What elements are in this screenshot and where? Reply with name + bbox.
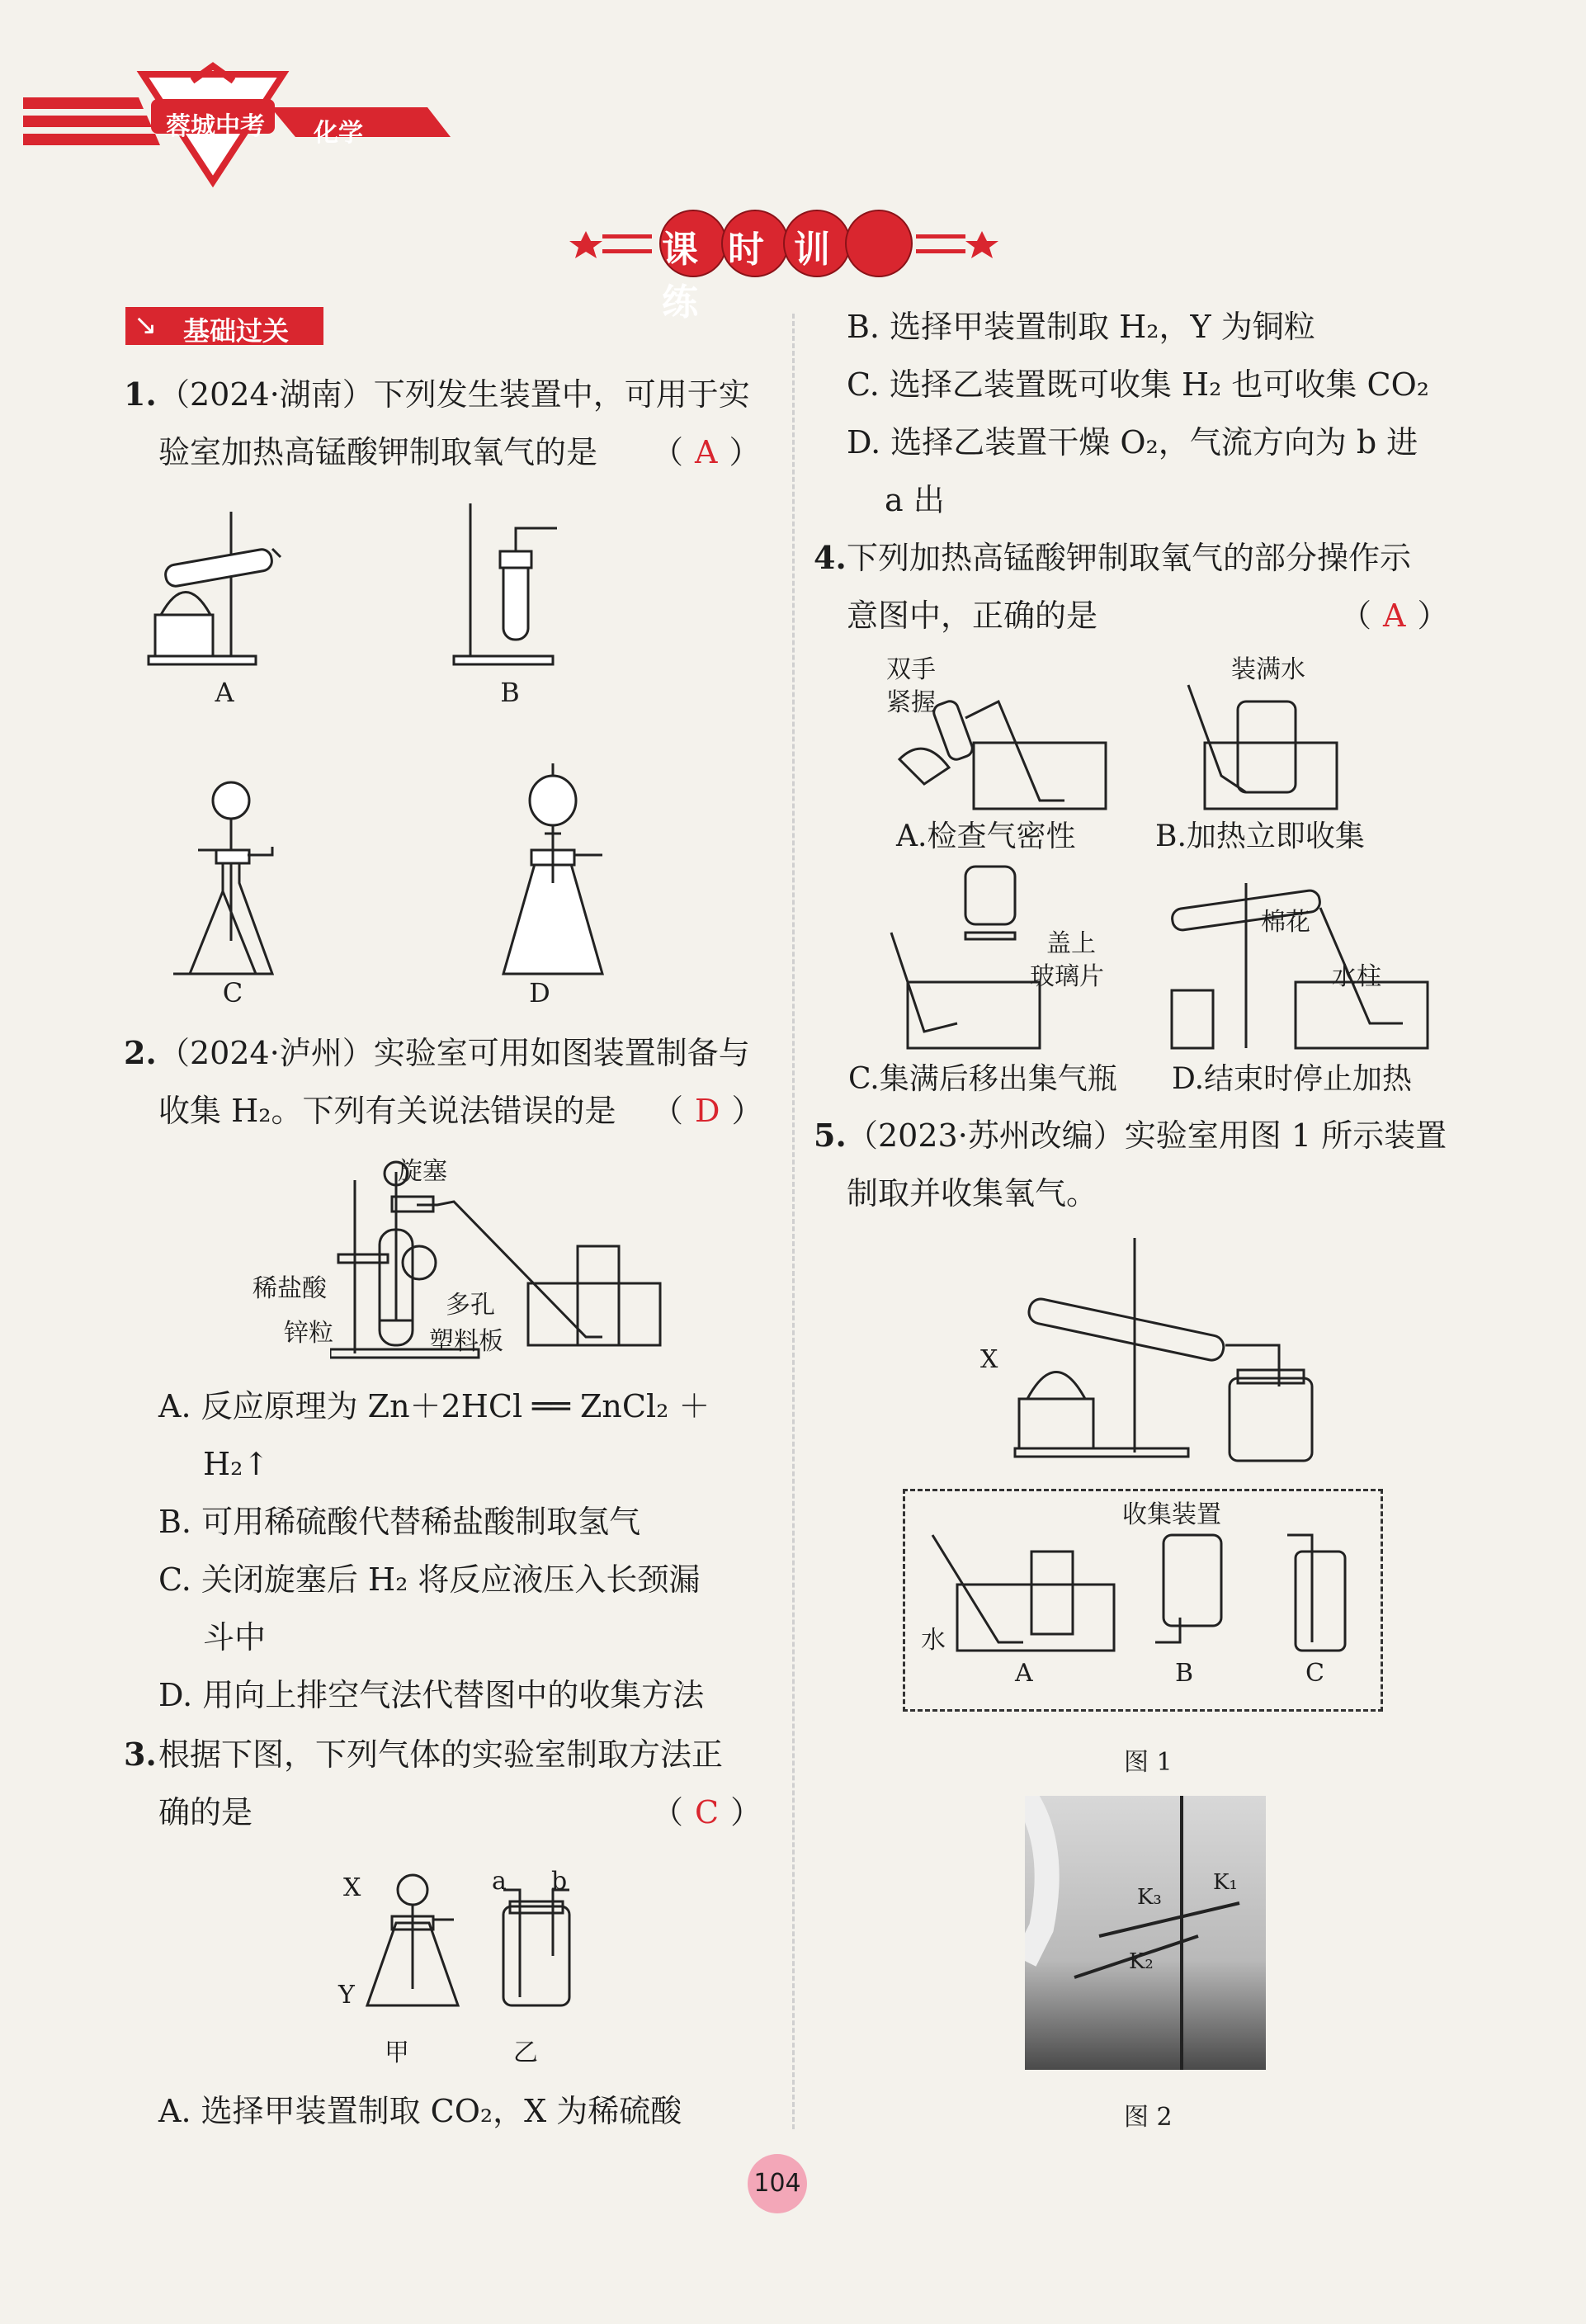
q3-number: 3. (124, 1736, 157, 1773)
q5-collect-options (916, 1519, 1370, 1659)
q3-answer: （ C ） (652, 1794, 762, 1830)
q2-label-cock: 旋塞 (398, 1157, 447, 1186)
q4-label-cover-1: 盖上 (1046, 929, 1096, 958)
q1-label-d: D (529, 977, 550, 1008)
q4-caption-c: C.集满后移出集气瓶 (848, 1062, 1117, 1096)
q1-text-line1: （2024·湖南）下列发生装置中，可用于实 (158, 376, 750, 413)
q3-text-line2: 确的是 (158, 1794, 253, 1830)
apparatus-c-icon (173, 782, 272, 974)
q4-answer: （ A ） (1340, 598, 1449, 634)
brand-title: 蓉城中考 (166, 112, 265, 141)
q4-number: 4. (814, 539, 847, 576)
q1-apparatus-figure (140, 495, 751, 1007)
q1-label-c: C (222, 977, 243, 1008)
q5-label-a: A (1015, 1659, 1033, 1688)
q3-label-a: a (492, 1867, 507, 1896)
lesson-banner (569, 206, 998, 324)
q4-label-full: 装满水 (1231, 655, 1305, 684)
q2-option-a-line1: A. 反应原理为 Zn＋2HCl ══ ZnCl₂ ＋ (158, 1388, 710, 1424)
q5-label-collect: 收集装置 (1122, 1500, 1221, 1529)
q2-label-plate-1: 多孔 (446, 1291, 495, 1320)
q1-answer: （ A ） (652, 434, 761, 470)
subject-label: 化学 (314, 119, 363, 148)
q2-text-line1: （2024·泸州）实验室可用如图装置制备与 (158, 1035, 750, 1071)
q2-label-zinc: 锌粒 (284, 1319, 333, 1348)
q3-option-c: C. 选择乙装置既可收集 H₂ 也可收集 CO₂ (847, 366, 1429, 403)
q4-caption-a: A.检查气密性 (896, 820, 1076, 853)
q4-label-hold-1: 双手 (886, 655, 936, 684)
q1-label-a: A (215, 677, 234, 708)
q3-label-jia: 甲 (385, 2038, 409, 2067)
page-number (748, 2154, 807, 2213)
q4-answer-letter: A (1383, 598, 1406, 634)
q4-label-cover-2: 玻璃片 (1030, 962, 1104, 991)
column-divider (792, 314, 795, 2129)
apparatus-a-icon (149, 512, 281, 664)
q3-option-a: A. 选择甲装置制取 CO₂，X 为稀硫酸 (158, 2093, 682, 2129)
q2-label-acid: 稀盐酸 (253, 1274, 327, 1303)
q5-figure1-caption: 图 1 (1124, 1748, 1173, 1777)
q2-option-c-line2: 斗中 (203, 1619, 267, 1656)
q2-option-b: B. 可用稀硫酸代替稀盐酸制取氢气 (158, 1504, 641, 1540)
q5-text-line2: 制取并收集氧气。 (847, 1175, 1098, 1212)
q1-answer-letter: A (695, 434, 718, 470)
q3-answer-letter: C (695, 1794, 720, 1830)
q4-label-column: 水柱 (1332, 962, 1381, 991)
q4-caption-d: D.结束时停止加热 (1172, 1062, 1413, 1096)
q4-label-cotton: 棉花 (1261, 908, 1310, 937)
q3-option-b: B. 选择甲装置制取 H₂，Y 为铜粒 (847, 309, 1315, 345)
q2-text-line2: 收集 H₂。下列有关说法错误的是 (158, 1093, 616, 1129)
q1-label-b: B (500, 677, 520, 708)
page-number-text: 104 (753, 2169, 801, 2198)
q3-label-b: b (551, 1867, 568, 1896)
q3-label-yi: 乙 (513, 2038, 538, 2067)
q2-number: 2. (124, 1034, 157, 1071)
header (23, 58, 436, 190)
q4-text-line1: 下列加热高锰酸钾制取氧气的部分操作示 (847, 540, 1412, 576)
q5-label-k2: K₂ (1129, 1949, 1154, 1974)
apparatus-b-icon (454, 503, 557, 664)
q5-label-water: 水 (921, 1626, 946, 1655)
q5-number: 5. (814, 1117, 847, 1154)
q4-text-line2: 意图中，正确的是 (847, 598, 1098, 634)
q5-text-line1: （2023·苏州改编）实验室用图 1 所示装置 (847, 1117, 1447, 1154)
q5-figure1-apparatus (998, 1230, 1329, 1469)
q5-figure2-caption: 图 2 (1124, 2103, 1173, 2132)
q5-label-b: B (1175, 1659, 1194, 1688)
q3-label-y: Y (338, 1981, 355, 2010)
q3-option-d-line1: D. 选择乙装置干燥 O₂，气流方向为 b 进 (847, 424, 1418, 461)
banner-title: 课时训练 (662, 229, 860, 324)
ring-stand-photo-icon (1025, 1796, 1266, 2070)
q4-label-hold-2: 紧握 (886, 688, 936, 717)
arrow-icon: ↘ (134, 309, 158, 342)
q2-answer: （ D ） (652, 1093, 763, 1129)
q3-option-d-line2: a 出 (885, 482, 945, 518)
q2-option-d: D. 用向上排空气法代替图中的收集方法 (158, 1677, 705, 1713)
section-label: 基础过关 (183, 315, 290, 347)
q5-label-k3: K₃ (1137, 1885, 1162, 1910)
q1-number: 1. (124, 376, 157, 413)
apparatus-d-icon (503, 763, 602, 974)
q4-caption-b: B.加热立即收集 (1155, 820, 1365, 853)
q3-label-x: X (343, 1873, 361, 1902)
q2-answer-letter: D (695, 1093, 720, 1129)
q2-label-plate-2: 塑料板 (429, 1327, 503, 1356)
q2-option-c-line1: C. 关闭旋塞后 H₂ 将反应液压入长颈漏 (158, 1561, 701, 1598)
q1-text-line2: 验室加热高锰酸钾制取氧气的是 (158, 434, 598, 470)
q5-label-x: X (980, 1345, 998, 1374)
q3-text-line1: 根据下图，下列气体的实验室制取方法正 (158, 1736, 724, 1773)
q2-option-a-line2: H₂↑ (203, 1446, 270, 1482)
q5-label-k1: K₁ (1213, 1870, 1238, 1895)
q5-label-c: C (1305, 1659, 1324, 1688)
q2-apparatus-figure (330, 1155, 677, 1362)
section-tag (125, 307, 323, 345)
q5-figure2-photo (1025, 1796, 1266, 2070)
